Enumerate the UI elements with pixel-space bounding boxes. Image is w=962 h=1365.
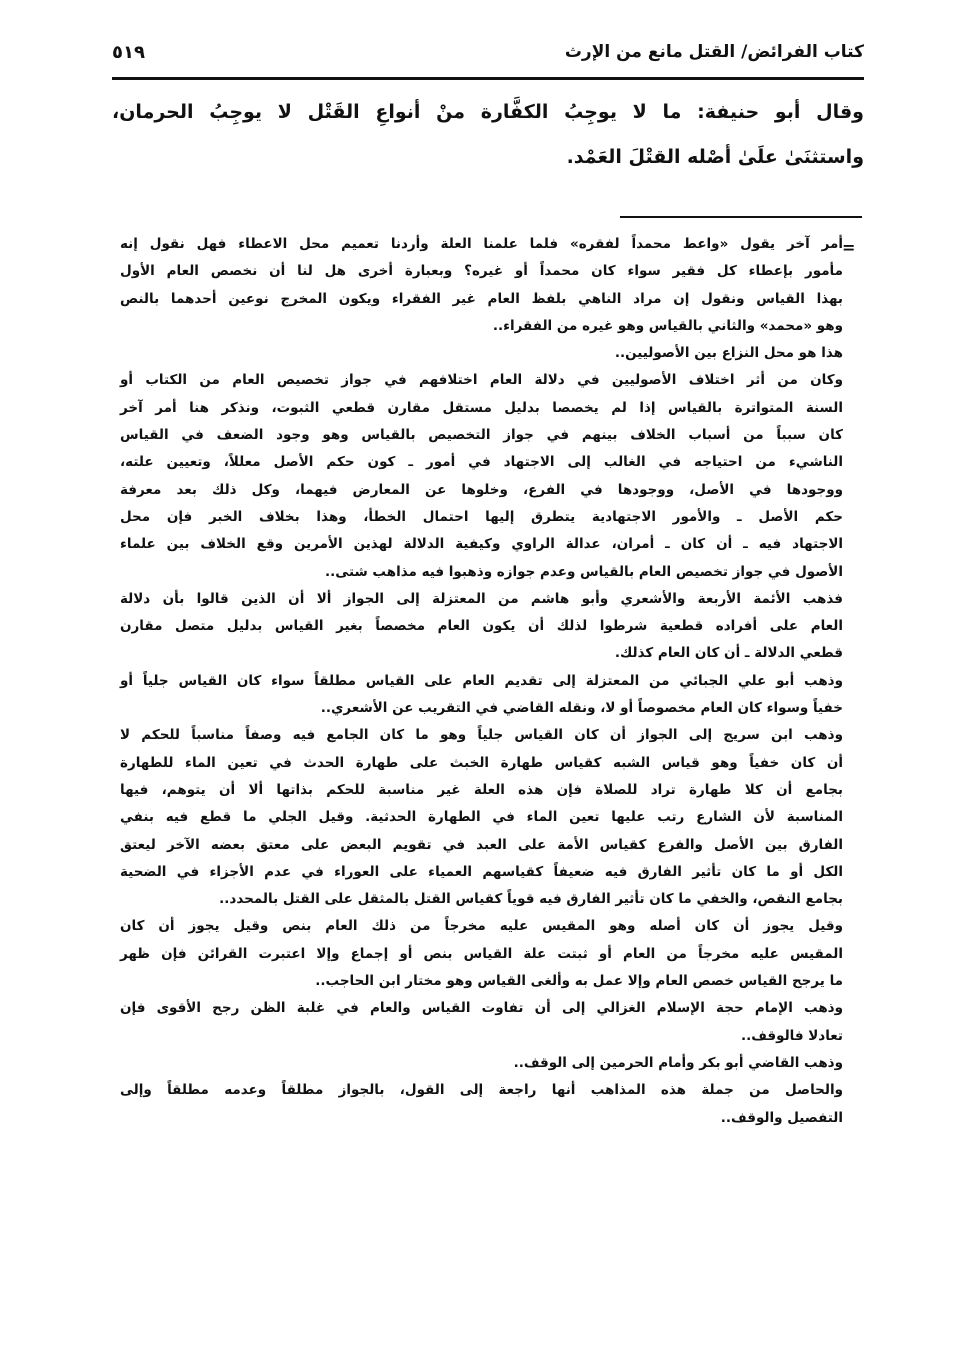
footnote-line: الناشيء من احتياجه في الغالب إلى الاجتهاد في أمور ـ كون حكم الأصل معللاً، وتعيين علته، (120, 454, 843, 471)
footnote-line: وقيل يجوز أن كان أصله وهو المقيس عليه مخرجاً من ذلك العام بنص وقيل يجوز أن كان (120, 918, 843, 935)
footnote-line: وذهب القاضي أبو بكر وأمام الحرمين إلى الوقف.. (513, 1054, 843, 1071)
footnote-line: خفياً وسواء كان العام مخصوصاً أو لا، ونقله القاضي في التقريب عن الأشعري.. (320, 700, 843, 717)
running-title: كتاب الفرائض/ القتل مانع من الإرث (564, 42, 864, 62)
footnote-line: التفصيل والوقف.. (720, 1109, 843, 1126)
footnote-line: وذهب الإمام حجة الإسلام الغزالي إلى أن تفاوت القياس والعام في غلبة الظن رجح الأقوى فإن (120, 1000, 843, 1017)
footnote-line: وذهب ابن سريج إلى الجواز أن كان القياس جلياً وهو ما كان الجامع فيه وصفاً مناسباً للحكم لا (120, 727, 843, 744)
footnote-line: قطعي الدلالة ـ أن كان العام كذلك. (614, 645, 843, 662)
footnote-line: الكل أو ما كان تأثير الفارق فيه ضعيفاً كقياسهم العمياء على العوراء في عدم الأجزاء في الضحية (120, 863, 843, 880)
footnote-line: كان سبباً من أسباب الخلاف بينهم في جواز التخصيص بالقياس وهو وجود الضعف في القياس (120, 427, 843, 444)
footnote-line: بجامع النقص، والخفي ما كان تأثير الفارق فيه قوياً كقياس القتل بالمثقل على القتل بالمحدد.. (219, 891, 843, 908)
footnote-separator (620, 216, 862, 218)
footnote-line: الفارق بين الأصل والفرع كقياس الأمة على العبد في تقويم البعض على معتق بعضه الآخر ليعتق (120, 836, 843, 853)
footnote-line: ووجودها في الأصل، ووجودها في الفرع، وخلوها عن المعارض فيهما، وكل ذلك بعد معرفة (120, 481, 843, 498)
footnote-line: مأمور بإعطاء كل فقير سواء كان محمداً أو غيره؟ وبعبارة أخرى هل لنا أن نخصص العام الأول (120, 263, 843, 280)
footnote-line: وذهب أبو علي الجبائي من المعتزلة إلى تقديم العام على القياس مطلقاً سواء كان القياس جلياً أو (120, 672, 843, 689)
footnote-line: وهو «محمد» والثاني بالقياس وهو غيره من الفقراء.. (492, 317, 843, 334)
footnote-line: العام على أفراده قطعية شرطوا لذلك أن يكون العام مخصصاً بغير القياس بدليل متصل مقارن (120, 618, 843, 635)
main-text-line: واستثنَىٰ علَىٰ أصْله القتْلَ العَمْد. (566, 146, 864, 168)
footnote-line: وكان من أثر اختلاف الأصوليين في دلالة العام اختلافهم في جواز تخصيص العام من الكتاب أو (120, 372, 843, 389)
footnote-line: فذهب الأئمة الأربعة والأشعري وأبو هاشم من المعتزلة إلى الجواز ألا أن الذين قالوا بأن دلالة (120, 590, 843, 607)
footnote-line: حكم الأصل ـ والأمور الاجتهادية يتطرق إليها احتمال الخطأ، وهذا بخلاف الخبر فإن محل (120, 508, 843, 525)
running-header (112, 40, 864, 72)
footnote-line: ما يرجح القياس خصص العام وإلا عمل به وألغى القياس وهو مختار ابن الحاجب.. (315, 973, 843, 990)
footnote-line: أمر آخر يقول «واعط محمداً لفقره» فلما علمنا العلة وأردنا تعميم محل الاعطاء فهل نقول إنه (120, 236, 843, 252)
footnote-line: المقيس عليه مخرجاً من العام أو ثبتت علة القياس بنص أو إجماع وإلا اعتبرت القرائن فإن ظهر (120, 945, 843, 962)
footnote-line: والحاصل من جملة هذه المذاهب أنها راجعة إلى القول، بالجواز مطلقاً وعدمه مطلقاً وإلى (120, 1082, 843, 1099)
header-rule (112, 77, 864, 80)
footnote-line: المناسبة لأن الشارع رتب عليها تعين الماء في الطهارة الحدثية. وقيل الجلي ما قطع فيه بنفي (120, 809, 843, 826)
footnote-line: هذا هو محل النزاع بين الأصوليين.. (614, 345, 843, 362)
footnote-line: بجامع أن كلا طهارة تراد للصلاة فإن هذه العلة غير مناسبة للحكم بذاتها ألا أن يتوهم، فيها (120, 781, 843, 798)
footnote-line: السنة المتواترة بالقياس إذا لم يخصصا بدليل مستقل مقارن قطعي الثبوت، ونذكر هنا أمر آخر (120, 399, 843, 416)
footnote-line: الأصول في جواز تخصيص العام بالقياس وعدم جوازه وذهبوا فيه مذاهب شتى.. (325, 563, 843, 580)
footnotes (120, 231, 843, 1132)
footnote-line: بهذا القياس ونقول إن مراد الناهي بلفظ العام غير الفقراء ويكون المخرج نوعين أحدهما بالنص (120, 290, 843, 307)
footnote-line: أن كان خفياً وهو قياس الشبه كقياس طهارة الخبث على طهارة الحدث في تعين الماء للطهارة (120, 754, 843, 771)
footnote-line: تعادلا فالوقف.. (740, 1027, 843, 1044)
footnote-line: الاجتهاد فيه ـ أن كان ـ أمران، عدالة الراوي وكيفية الدلالة لهذين الأمرين وقع الخلاف بين علماء (120, 536, 843, 553)
page-number: ٥١٩ (112, 42, 145, 63)
main-text-line: وقال أبو حنيفة: ما لا يوجِبُ الكفَّارة منْ أنواعِ القَتْل لا يوجِبُ الحرمان، (112, 101, 864, 123)
footnote-continuation-marker: = (842, 238, 856, 257)
main-text (112, 90, 864, 180)
